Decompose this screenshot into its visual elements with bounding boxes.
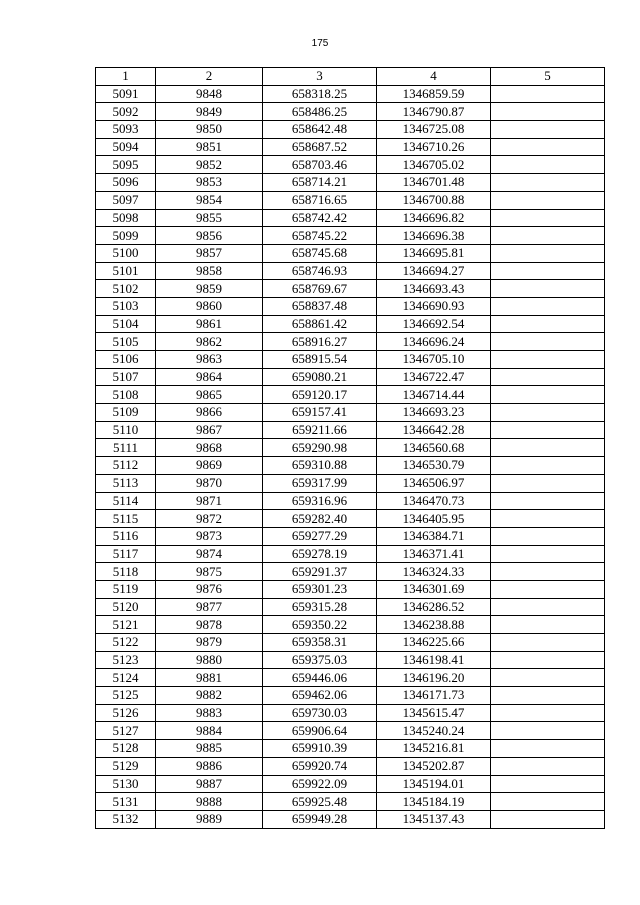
table-row xyxy=(96,492,605,510)
table-cell: 5107 xyxy=(96,368,156,386)
table-cell xyxy=(491,244,605,262)
table-cell: 5097 xyxy=(96,191,156,209)
table-row xyxy=(96,315,605,333)
table-cell: 658745.68 xyxy=(263,244,377,262)
table-cell: 658716.65 xyxy=(263,191,377,209)
table-row xyxy=(96,740,605,758)
table-cell: 658703.46 xyxy=(263,156,377,174)
table-cell: 659278.19 xyxy=(263,545,377,563)
table-cell xyxy=(491,404,605,422)
table-cell: 9869 xyxy=(156,457,263,475)
table-row xyxy=(96,563,605,581)
table-cell: 1346693.23 xyxy=(377,404,491,422)
table-cell: 1346694.27 xyxy=(377,262,491,280)
table-cell: 5128 xyxy=(96,740,156,758)
table-row xyxy=(96,793,605,811)
table-row xyxy=(96,368,605,386)
table-cell: 9877 xyxy=(156,598,263,616)
table-row xyxy=(96,598,605,616)
table-row xyxy=(96,757,605,775)
table-cell: 659290.98 xyxy=(263,439,377,457)
table-cell xyxy=(491,103,605,121)
table-cell: 9866 xyxy=(156,404,263,422)
table-cell: 9879 xyxy=(156,634,263,652)
table-cell: 658714.21 xyxy=(263,174,377,192)
table-cell: 5105 xyxy=(96,333,156,351)
table-cell: 9870 xyxy=(156,474,263,492)
table-cell xyxy=(491,262,605,280)
table-cell: 1346701.48 xyxy=(377,174,491,192)
table-cell: 658837.48 xyxy=(263,297,377,315)
table-cell: 5119 xyxy=(96,580,156,598)
table-cell xyxy=(491,669,605,687)
table-row xyxy=(96,545,605,563)
table-cell: 1346225.66 xyxy=(377,634,491,652)
table-row xyxy=(96,457,605,475)
table-row xyxy=(96,386,605,404)
table-row xyxy=(96,474,605,492)
table-cell: 5092 xyxy=(96,103,156,121)
table-row xyxy=(96,634,605,652)
table-cell: 9882 xyxy=(156,687,263,705)
table-cell: 1345240.24 xyxy=(377,722,491,740)
table-cell xyxy=(491,793,605,811)
table-cell: 9850 xyxy=(156,121,263,139)
table-cell: 1346301.69 xyxy=(377,580,491,598)
table-cell: 5111 xyxy=(96,439,156,457)
table-row xyxy=(96,421,605,439)
table-cell: 5118 xyxy=(96,563,156,581)
table-cell: 1346690.93 xyxy=(377,297,491,315)
table-row xyxy=(96,775,605,793)
table-cell: 5106 xyxy=(96,351,156,369)
table-cell xyxy=(491,740,605,758)
table-cell: 9864 xyxy=(156,368,263,386)
table-cell: 658861.42 xyxy=(263,315,377,333)
table-cell xyxy=(491,580,605,598)
table-row xyxy=(96,580,605,598)
table-cell xyxy=(491,722,605,740)
table-cell: 659906.64 xyxy=(263,722,377,740)
table-row xyxy=(96,156,605,174)
table-cell xyxy=(491,757,605,775)
table-cell: 9854 xyxy=(156,191,263,209)
table-cell: 1346371.41 xyxy=(377,545,491,563)
table-cell: 659157.41 xyxy=(263,404,377,422)
table-cell: 5114 xyxy=(96,492,156,510)
table-cell: 659949.28 xyxy=(263,810,377,828)
table-cell: 5093 xyxy=(96,121,156,139)
table-cell xyxy=(491,209,605,227)
table-row xyxy=(96,174,605,192)
table-cell: 1346790.87 xyxy=(377,103,491,121)
table-row xyxy=(96,704,605,722)
table-cell: 5130 xyxy=(96,775,156,793)
table-cell: 659910.39 xyxy=(263,740,377,758)
table-cell: 659730.03 xyxy=(263,704,377,722)
table-row xyxy=(96,439,605,457)
table-cell xyxy=(491,121,605,139)
table-cell: 5122 xyxy=(96,634,156,652)
table-cell xyxy=(491,563,605,581)
table-row xyxy=(96,616,605,634)
table-cell: 9876 xyxy=(156,580,263,598)
table-cell: 659211.66 xyxy=(263,421,377,439)
table-cell: 9878 xyxy=(156,616,263,634)
table-row xyxy=(96,85,605,103)
table-cell: 658742.42 xyxy=(263,209,377,227)
table-cell xyxy=(491,474,605,492)
table-row xyxy=(96,333,605,351)
table-cell: 9886 xyxy=(156,757,263,775)
table-cell: 658769.67 xyxy=(263,280,377,298)
table-cell xyxy=(491,704,605,722)
table-cell xyxy=(491,227,605,245)
table-cell xyxy=(491,492,605,510)
table-row xyxy=(96,121,605,139)
table-cell: 9889 xyxy=(156,810,263,828)
table-cell: 1346693.43 xyxy=(377,280,491,298)
table-header-row xyxy=(96,68,605,86)
table-cell: 1346642.28 xyxy=(377,421,491,439)
table-cell: 9881 xyxy=(156,669,263,687)
table-cell: 1345184.19 xyxy=(377,793,491,811)
table-row xyxy=(96,262,605,280)
table-cell: 9883 xyxy=(156,704,263,722)
table-cell: 1346171.73 xyxy=(377,687,491,705)
table-cell: 5131 xyxy=(96,793,156,811)
table-cell xyxy=(491,85,605,103)
table-cell: 1346859.59 xyxy=(377,85,491,103)
table-cell: 659375.03 xyxy=(263,651,377,669)
table-cell xyxy=(491,297,605,315)
table-cell xyxy=(491,280,605,298)
table-cell: 658486.25 xyxy=(263,103,377,121)
table-cell xyxy=(491,775,605,793)
table-cell: 1346695.81 xyxy=(377,244,491,262)
table-cell: 9853 xyxy=(156,174,263,192)
column-header-3: 3 xyxy=(263,68,377,86)
table-cell: 5112 xyxy=(96,457,156,475)
table-cell: 5113 xyxy=(96,474,156,492)
table-cell: 5095 xyxy=(96,156,156,174)
table-row xyxy=(96,687,605,705)
table-cell: 5099 xyxy=(96,227,156,245)
table-cell: 9855 xyxy=(156,209,263,227)
table-cell: 9858 xyxy=(156,262,263,280)
table-cell: 9865 xyxy=(156,386,263,404)
table-cell: 1346470.73 xyxy=(377,492,491,510)
table-cell: 1345216.81 xyxy=(377,740,491,758)
table-cell: 9884 xyxy=(156,722,263,740)
table-cell: 1346705.10 xyxy=(377,351,491,369)
table-cell: 5091 xyxy=(96,85,156,103)
table-cell xyxy=(491,810,605,828)
table-row xyxy=(96,351,605,369)
table-cell: 5104 xyxy=(96,315,156,333)
table-cell: 1346714.44 xyxy=(377,386,491,404)
table-row xyxy=(96,527,605,545)
table-cell: 1345202.87 xyxy=(377,757,491,775)
table-cell: 1346530.79 xyxy=(377,457,491,475)
table-cell: 1346725.08 xyxy=(377,121,491,139)
table-cell: 659358.31 xyxy=(263,634,377,652)
table-cell: 1346405.95 xyxy=(377,510,491,528)
table-cell: 9887 xyxy=(156,775,263,793)
table-cell: 1346692.54 xyxy=(377,315,491,333)
table-cell: 5120 xyxy=(96,598,156,616)
table-cell xyxy=(491,527,605,545)
table-cell: 9859 xyxy=(156,280,263,298)
table-cell: 9856 xyxy=(156,227,263,245)
table-cell: 658687.52 xyxy=(263,138,377,156)
table-cell: 659462.06 xyxy=(263,687,377,705)
table-cell: 9867 xyxy=(156,421,263,439)
table-cell xyxy=(491,616,605,634)
table-cell: 1346198.41 xyxy=(377,651,491,669)
table-cell: 1346196.20 xyxy=(377,669,491,687)
table-cell: 658318.25 xyxy=(263,85,377,103)
table-cell: 9873 xyxy=(156,527,263,545)
table-cell: 659350.22 xyxy=(263,616,377,634)
table-cell: 1346560.68 xyxy=(377,439,491,457)
table-cell: 5098 xyxy=(96,209,156,227)
table-cell: 9872 xyxy=(156,510,263,528)
table-cell: 5121 xyxy=(96,616,156,634)
table-row xyxy=(96,297,605,315)
table-cell: 9880 xyxy=(156,651,263,669)
table-cell: 659310.88 xyxy=(263,457,377,475)
table-cell: 5102 xyxy=(96,280,156,298)
table-cell: 1346384.71 xyxy=(377,527,491,545)
table-cell: 1345615.47 xyxy=(377,704,491,722)
table-cell: 9862 xyxy=(156,333,263,351)
table-body xyxy=(96,85,605,828)
table-cell: 659317.99 xyxy=(263,474,377,492)
table-cell: 1345137.43 xyxy=(377,810,491,828)
table-cell: 9861 xyxy=(156,315,263,333)
table-cell xyxy=(491,510,605,528)
table-cell: 1346696.24 xyxy=(377,333,491,351)
table-cell: 5127 xyxy=(96,722,156,740)
table-cell: 5132 xyxy=(96,810,156,828)
table-cell xyxy=(491,457,605,475)
table-cell: 5110 xyxy=(96,421,156,439)
table-cell: 9874 xyxy=(156,545,263,563)
table-cell: 5125 xyxy=(96,687,156,705)
table-cell: 1346722.47 xyxy=(377,368,491,386)
table-cell: 5115 xyxy=(96,510,156,528)
table-cell: 1346696.82 xyxy=(377,209,491,227)
table-row xyxy=(96,227,605,245)
table-cell: 658746.93 xyxy=(263,262,377,280)
table-row xyxy=(96,244,605,262)
table-cell xyxy=(491,156,605,174)
table-cell xyxy=(491,351,605,369)
table-row xyxy=(96,191,605,209)
table-cell: 659120.17 xyxy=(263,386,377,404)
table-cell: 659277.29 xyxy=(263,527,377,545)
table-cell xyxy=(491,634,605,652)
table-cell: 9848 xyxy=(156,85,263,103)
table-cell: 9851 xyxy=(156,138,263,156)
table-cell: 659316.96 xyxy=(263,492,377,510)
table-cell: 659925.48 xyxy=(263,793,377,811)
table-row xyxy=(96,103,605,121)
column-header-2: 2 xyxy=(156,68,263,86)
table-cell: 9888 xyxy=(156,793,263,811)
table-cell: 5117 xyxy=(96,545,156,563)
table-cell xyxy=(491,333,605,351)
table-cell: 9868 xyxy=(156,439,263,457)
table-cell: 5100 xyxy=(96,244,156,262)
table-cell: 5124 xyxy=(96,669,156,687)
table-cell: 1346238.88 xyxy=(377,616,491,634)
table-cell: 1346710.26 xyxy=(377,138,491,156)
table-cell: 659291.37 xyxy=(263,563,377,581)
table-row xyxy=(96,651,605,669)
table-cell: 9849 xyxy=(156,103,263,121)
table-cell xyxy=(491,687,605,705)
column-header-5: 5 xyxy=(491,68,605,86)
table-cell: 659282.40 xyxy=(263,510,377,528)
page-number: 175 xyxy=(311,38,329,49)
table-cell: 5096 xyxy=(96,174,156,192)
table-row xyxy=(96,209,605,227)
table-cell: 9852 xyxy=(156,156,263,174)
table-cell: 5123 xyxy=(96,651,156,669)
table-cell: 1346286.52 xyxy=(377,598,491,616)
table-cell: 659446.06 xyxy=(263,669,377,687)
table-cell: 5108 xyxy=(96,386,156,404)
table-row xyxy=(96,810,605,828)
table-row xyxy=(96,669,605,687)
table-cell: 658915.54 xyxy=(263,351,377,369)
table-cell: 9857 xyxy=(156,244,263,262)
table-cell: 1346324.33 xyxy=(377,563,491,581)
table-cell: 659301.23 xyxy=(263,580,377,598)
table-row xyxy=(96,138,605,156)
table-cell: 658745.22 xyxy=(263,227,377,245)
table-cell: 5126 xyxy=(96,704,156,722)
table-cell: 1346705.02 xyxy=(377,156,491,174)
table-cell: 5109 xyxy=(96,404,156,422)
table-row xyxy=(96,722,605,740)
table-cell xyxy=(491,191,605,209)
table-cell: 9863 xyxy=(156,351,263,369)
table-cell: 5116 xyxy=(96,527,156,545)
table-cell xyxy=(491,421,605,439)
table-cell: 5101 xyxy=(96,262,156,280)
column-header-4: 4 xyxy=(377,68,491,86)
table-cell xyxy=(491,174,605,192)
table-cell: 9860 xyxy=(156,297,263,315)
column-header-1: 1 xyxy=(96,68,156,86)
table-cell: 1346506.97 xyxy=(377,474,491,492)
table-cell xyxy=(491,545,605,563)
table-cell: 9885 xyxy=(156,740,263,758)
table-cell: 659922.09 xyxy=(263,775,377,793)
table-cell: 659920.74 xyxy=(263,757,377,775)
table-row xyxy=(96,404,605,422)
table-cell: 658916.27 xyxy=(263,333,377,351)
table-cell: 9871 xyxy=(156,492,263,510)
table-cell xyxy=(491,651,605,669)
table-cell xyxy=(491,598,605,616)
table-cell: 1346696.38 xyxy=(377,227,491,245)
table-cell: 658642.48 xyxy=(263,121,377,139)
table-cell: 9875 xyxy=(156,563,263,581)
table-cell: 659080.21 xyxy=(263,368,377,386)
coordinates-table xyxy=(95,67,605,829)
table-cell xyxy=(491,439,605,457)
table-cell: 659315.28 xyxy=(263,598,377,616)
table-cell xyxy=(491,138,605,156)
table-cell: 1345194.01 xyxy=(377,775,491,793)
table-cell: 5094 xyxy=(96,138,156,156)
table-cell: 5103 xyxy=(96,297,156,315)
table-cell xyxy=(491,315,605,333)
table-row xyxy=(96,510,605,528)
table-cell xyxy=(491,386,605,404)
table-row xyxy=(96,280,605,298)
table-cell: 5129 xyxy=(96,757,156,775)
table-cell: 1346700.88 xyxy=(377,191,491,209)
table-cell xyxy=(491,368,605,386)
